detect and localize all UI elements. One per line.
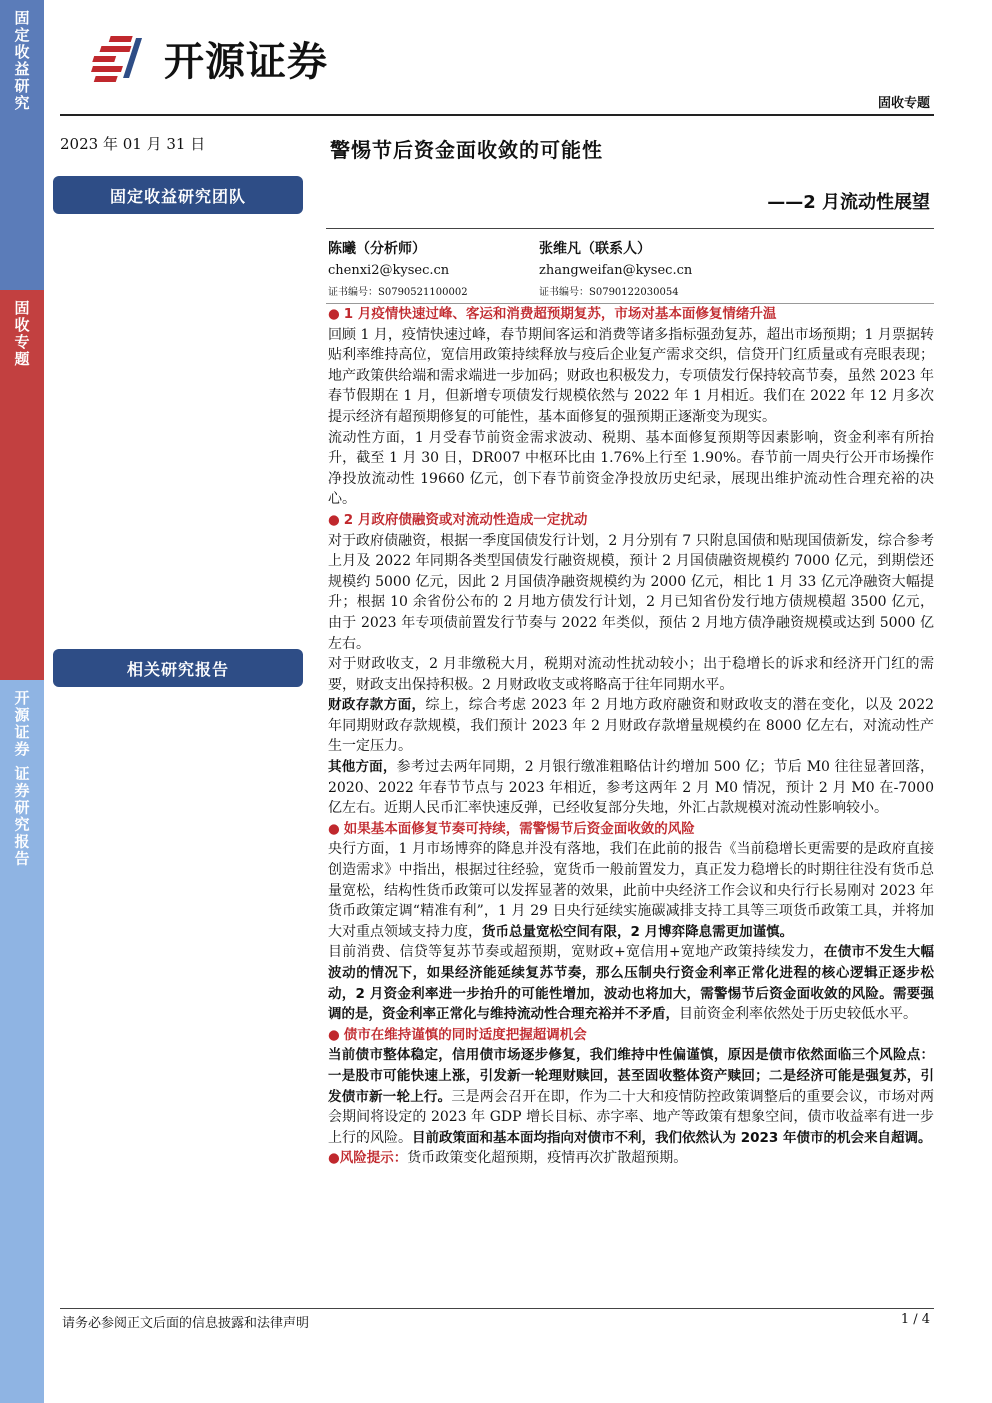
logo-text: 开源证券 (164, 38, 328, 85)
author-name: 张维凡（联系人） (539, 241, 651, 257)
author-block (328, 238, 468, 304)
paragraph: 流动性方面，1 月受春节前资金需求波动、税期、基本面修复预期等因素影响，资金利率有所抬升，截至 1 月 30 日，DR007 中枢环比由 1.76%上行至 1.90%。春节前一周央行公开市场操作净投放流动性 19660 亿元，创下春节前资金净投放历史纪录，展现出维护流动性合理充裕的决心。 (328, 429, 934, 508)
paragraph: 当前债市整体稳定，信用债市场逐步修复，我们维持中性偏谨慎，原因是债市依然面临三个风险点：一是股市可能快速上涨，引发新一轮理财赎回，甚至固收整体资产赎回；二是经济可能是强复苏，引发债市新一轮上行。三是两会召开在即，作为二十大和疫情防控政策调整后的重要会议，市场对两会期间将设定的 2023 年 GDP 增长目标、赤字率、地产等政策有想象空间，债市收益率有进一步上行的风险。目前政策面和基本面均指向对债市不利，我们依然认为 2023 年债市的机会来自超调。 (328, 1047, 935, 1146)
risk-warning: ●风险提示：货币政策变化超预期，疫情再次扩散超预期。 (328, 1150, 688, 1167)
section-heading: ● 2 月政府债融资或对流动性造成一定扰动 (328, 511, 588, 528)
sidebar-strip-fixed-income (0, 0, 44, 290)
page-number: 1 / 4 (900, 1312, 930, 1327)
footer-divider (60, 1308, 934, 1309)
bullet-icon: ● (328, 820, 340, 837)
related-reports-box[interactable]: 相关研究报告 (53, 649, 303, 687)
bullet-icon: ● (328, 1150, 340, 1167)
footer-disclaimer: 请务必参阅正文后面的信息披露和法律声明 (62, 1316, 310, 1331)
section-heading: ● 1 月疫情快速过峰、客运和消费超预期复苏，市场对基本面修复情绪升温 (328, 306, 777, 322)
paragraph: 回顾 1 月，疫情快速过峰，春节期间客运和消费等诸多指标强劲复苏，超出市场预期；1 月票据转贴利率维持高位，宽信用政策持续释放与疫后企业复产需求交织，信贷开门红质量或有亮眼表现；地产政策供给端和需求端进一步加码；财政也积极发力，专项债发行保持较高节奏，虽然 2023 年春节假期在 1 月，但新增专项债发行规模依然与 2022 年 1 月相近。我们在 2022 年 12 月多次提示经济有超预期修复的可能性，基本面修复的强预期正逐渐变为现实。 (328, 326, 934, 425)
sidebar-strip-special-topic (0, 290, 44, 680)
bullet-icon: ● (328, 1026, 340, 1043)
report-body (328, 304, 934, 1169)
team-label-box: 固定收益研究团队 (53, 176, 303, 214)
company-logo (90, 32, 328, 84)
paragraph: 对于政府债融资，根据一季度国债发行计划，2 月分别有 7 只附息国债和贴现国债新发，综合参考上月及 2022 年同期各类型国债发行融资规模，预计 2 月国债融资规模约 7000 亿元，到期偿还规模约 5000 亿元，因此 2 月国债净融资规模约为 2000 亿元，相比 1 月 33 亿元净融资大幅提升；根据 10 余省份公布的 2 月地方债发行计划，2 月已知省份发行地方债规模超 3500 亿元，由于 2023 年专项债前置发行节奏与 2022 年类似，预估 2 月地方债净融资规模或达到 5000 亿左右。 (328, 532, 934, 652)
author-email[interactable]: chenxi2@kysec.cn (328, 263, 450, 278)
author-cert: 证书编号：S0790122030054 (539, 287, 679, 298)
sidebar-strip-research-report (0, 680, 44, 1403)
paragraph: 目前消费、信贷等复苏节奏或超预期，宽财政+宽信用+宽地产政策持续发力，在债市不发生大幅波动的情况下，如果经济能延续复苏节奏，那么压制央行资金利率正常化进程的核心逻辑正逐步松动，2 月资金利率进一步抬升的可能性增加，波动也将加大，需警惕节后资金面收敛的风险。需要强调的是，资金利率正常化与维持流动性合理充裕并不矛盾，目前资金利率依然处于历史较低水平。 (328, 944, 934, 1023)
title-divider (326, 228, 934, 229)
report-title: 警惕节后资金面收敛的可能性 (330, 138, 603, 162)
author-cert: 证书编号：S0790521100002 (328, 287, 468, 298)
author-email[interactable]: zhangweifan@kysec.cn (539, 263, 693, 278)
bullet-icon: ● (328, 306, 340, 322)
section-heading: ● 如果基本面修复节奏可持续，需警惕节后资金面收敛的风险 (328, 820, 695, 837)
paragraph: 财政存款方面，综上，综合考虑 2023 年 2 月地方政府融资和财政收支的潜在变化，以及 2022 年同期财政存款规模，我们预计 2023 年 2 月财政存款增量规模约在 8000 亿左右，对流动性产生一定压力。 (328, 697, 935, 755)
sidebar-strip-label: 固收专题 (12, 300, 31, 368)
sidebar-strip-label: 固定收益研究 (12, 10, 31, 112)
bullet-icon: ● (328, 511, 340, 528)
report-subtitle: ——2 月流动性展望 (767, 192, 930, 213)
paragraph: 央行方面，1 月市场博弈的降息并没有落地，我们在此前的报告《当前稳增长更需要的是政府直接创造需求》中指出，根据过往经验，宽货币一般前置发力，真正发力稳增长的时期往往没有货币总量宽松，结构性货币政策可以发挥显著的效果，此前中央经济工作会议和央行行长易刚对 2023 年货币政策定调“精准有利”，1 月 29 日央行延续实施碳减排支持工具等三项货币政策工具，并将加大对重点领域支持力度，货币总量宽松空间有限，2 月博弈降息需更加谨慎。 (328, 841, 934, 940)
author-name: 陈曦（分析师） (328, 241, 426, 257)
report-type-tag: 固收专题 (877, 96, 930, 111)
logo-mark-icon (90, 32, 154, 84)
header-divider (60, 114, 934, 116)
paragraph: 对于财政收支，2 月非缴税大月，税期对流动性扰动较小；出于稳增长的诉求和经济开门红的需要，财政支出保持积极。2 月财政收支或将略高于往年同期水平。 (328, 656, 934, 693)
author-block (539, 238, 692, 304)
report-date: 2023 年 01 月 31 日 (60, 135, 206, 153)
sidebar-strip-label: 开源证券 证券研究报告 (12, 690, 31, 868)
section-heading: ● 债市在维持谨慎的同时适度把握超调机会 (328, 1026, 587, 1043)
paragraph: 其他方面，参考过去两年同期，2 月银行缴准粗略估计约增加 500 亿；节后 M0 往往显著回落，2020、2022 年春节节点与 2023 年相近，参考这两年 2 月 M0 情况，预计 2 月 M0 在-7000 亿左右。近期人民币汇率快速反弹，已经收复部分失地，外汇占款规模对流动性影响较小。 (328, 759, 935, 817)
